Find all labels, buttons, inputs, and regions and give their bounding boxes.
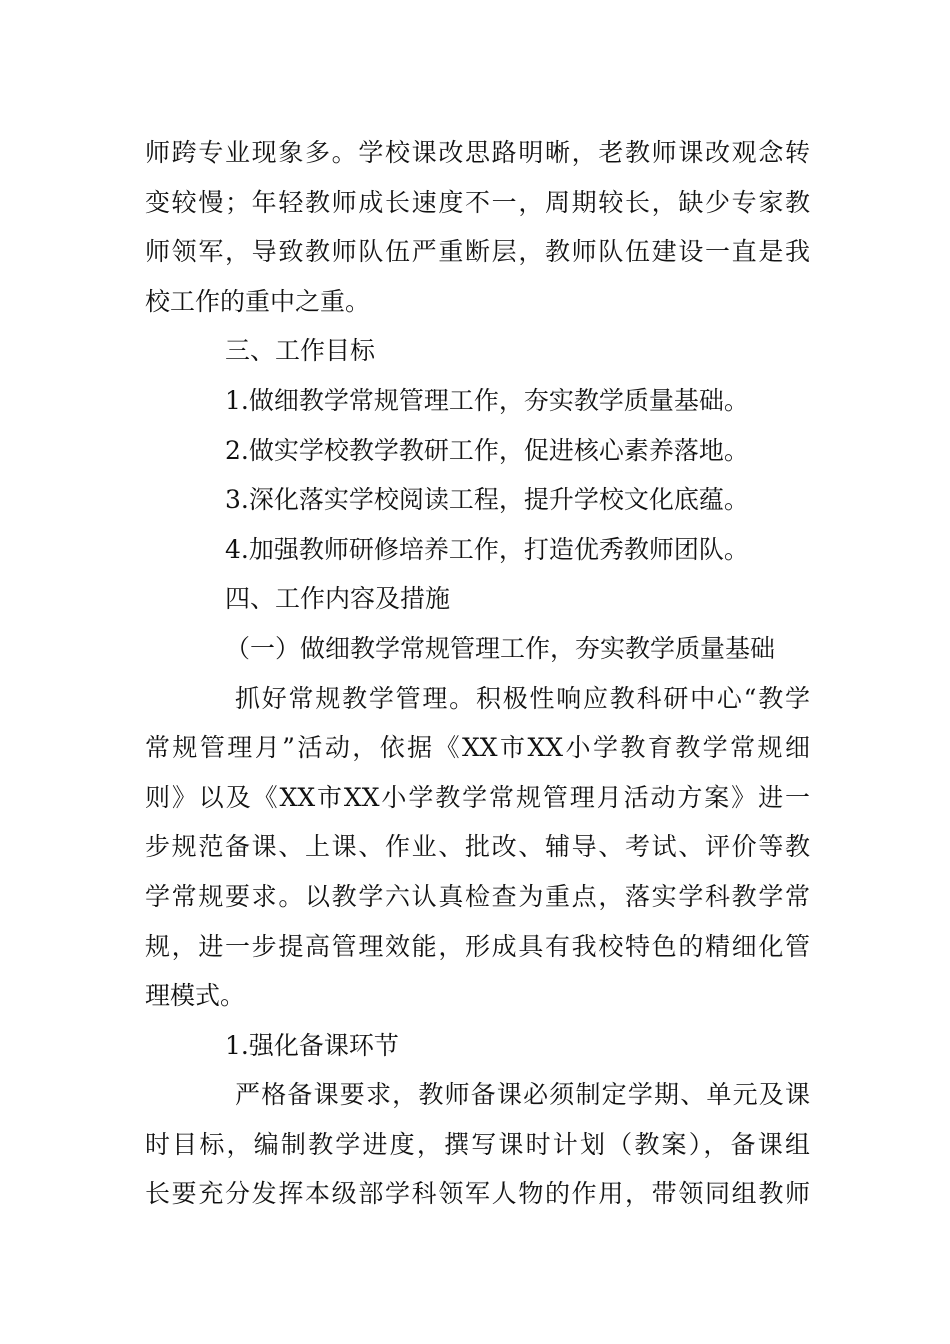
body-text-line: 常规管理月”活动，依据《XX市XX小学教育教学常规细 (145, 733, 810, 763)
body-text-line: 时目标，编制教学进度，撰写课时计划（教案），备课组 (145, 1129, 810, 1159)
body-text-line: 长要充分发挥本级部学科领军人物的作用，带领同组教师 (145, 1179, 810, 1209)
goal-item: 3.深化落实学校阅读工程，提升学校文化底蕴。 (225, 485, 749, 515)
body-text-line: 理模式。 (145, 981, 246, 1011)
body-text-line: 则》以及《XX市XX小学教学常规管理月活动方案》进一 (145, 782, 810, 812)
subsection-heading: （一）做细教学常规管理工作，夯实教学质量基础 (225, 633, 776, 663)
body-text-line: 师领军，导致教师队伍严重断层，教师队伍建设一直是我 (145, 237, 810, 267)
goal-item: 4.加强教师研修培养工作，打造优秀教师团队。 (225, 534, 749, 564)
body-text-line: 步规范备课、上课、作业、批改、辅导、考试、评价等教 (145, 832, 810, 862)
body-text-line: 规，进一步提高管理效能，形成具有我校特色的精细化管 (145, 931, 810, 961)
goal-item: 2.做实学校教学教研工作，促进核心素养落地。 (225, 435, 749, 465)
body-text-line: 抓好常规教学管理。积极性响应教科研中心“教学 (235, 683, 810, 713)
body-text-line: 校工作的重中之重。 (145, 286, 371, 316)
goal-item: 1.做细教学常规管理工作，夯实教学质量基础。 (225, 385, 749, 415)
body-text-line: 严格备课要求，教师备课必须制定学期、单元及课 (235, 1080, 810, 1110)
section-heading: 三、工作目标 (225, 336, 376, 366)
point-heading: 1.强化备课环节 (225, 1030, 399, 1060)
body-text-line: 师跨专业现象多。学校课改思路明晰，老教师课改观念转 (145, 138, 810, 167)
document-body (145, 128, 810, 1219)
body-text-line: 学常规要求。以教学六认真检查为重点，落实学科教学常 (145, 881, 810, 911)
section-heading: 四、工作内容及措施 (225, 584, 451, 614)
body-text-line: 变较慢；年轻教师成长速度不一，周期较长，缺少专家教 (145, 187, 810, 217)
